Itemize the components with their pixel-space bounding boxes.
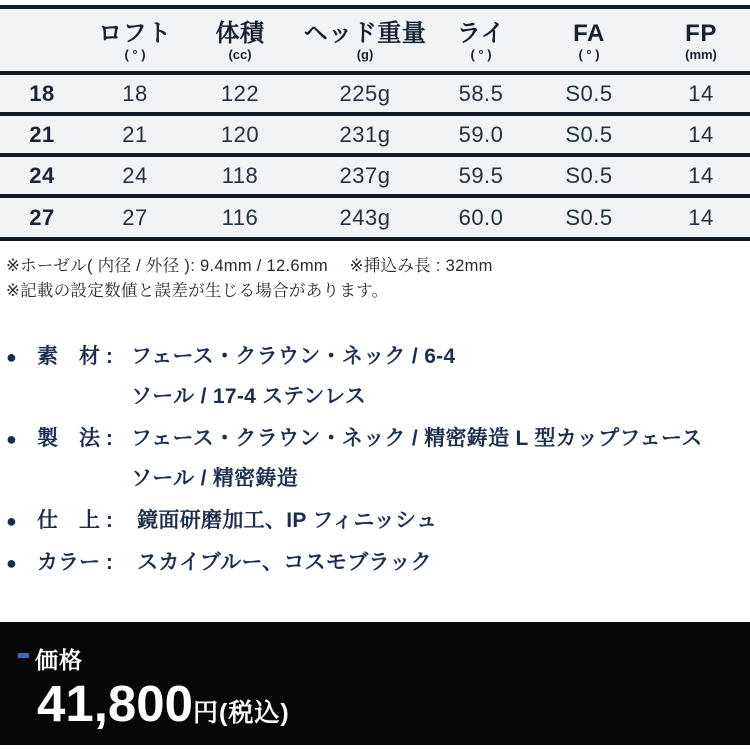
column-unit: ( ° ) xyxy=(124,47,146,63)
spec-label: 製 法 : xyxy=(37,427,113,450)
table-header-cell-loft xyxy=(84,9,186,73)
spec-item-finish xyxy=(6,501,750,541)
table-cell: 27 xyxy=(84,196,186,237)
table-row xyxy=(0,196,750,237)
table-row xyxy=(0,114,750,155)
table-row xyxy=(0,155,750,196)
table-cell: 120 xyxy=(186,114,294,155)
table-cell: 243g xyxy=(294,196,436,237)
table-header-cell-head-weight xyxy=(294,9,436,73)
bullet-icon: ● xyxy=(6,553,17,573)
table-cell: 21 xyxy=(0,114,84,155)
spec-value-line: 鏡面研磨加工、IP フィニッシュ xyxy=(131,509,438,532)
column-label: ライ xyxy=(456,20,506,48)
column-unit: ( ° ) xyxy=(470,47,492,63)
spec-table xyxy=(0,9,750,237)
table-cell: S0.5 xyxy=(526,196,652,237)
column-unit: (cc) xyxy=(228,47,252,63)
table-cell: 231g xyxy=(294,114,436,155)
table-cell: S0.5 xyxy=(526,155,652,196)
spec-item-material xyxy=(6,337,750,417)
note-hosel: ※ホーゼル( 内径 / 外径 ): 9.4mm / 12.6mm ※挿込み長 : 32mm xyxy=(6,257,493,275)
spec-value-line: ソール / 精密鋳造 xyxy=(131,467,299,490)
table-cell: S0.5 xyxy=(526,114,652,155)
spec-table-block xyxy=(0,5,750,241)
price-unit: 円(税込) xyxy=(193,699,290,727)
table-cell: S0.5 xyxy=(526,73,652,114)
bullet-icon: ● xyxy=(6,347,17,367)
price-panel xyxy=(0,622,750,745)
table-cell: 27 xyxy=(0,196,84,237)
note-disclaimer: ※記載の設定数値と誤差が生じる場合があります。 xyxy=(6,282,389,300)
table-cell: 59.5 xyxy=(436,155,526,196)
price-label: 価格 xyxy=(35,647,83,673)
table-row xyxy=(0,73,750,114)
table-cell: 14 xyxy=(652,73,750,114)
table-header-cell-fa xyxy=(526,9,652,73)
table-cell: 21 xyxy=(84,114,186,155)
bullet-icon: ● xyxy=(6,429,17,449)
spec-list xyxy=(0,337,750,583)
table-cell: 14 xyxy=(652,155,750,196)
table-cell: 118 xyxy=(186,155,294,196)
column-label: 体積 xyxy=(215,20,265,48)
spec-value-line: ソール / 17-4 ステンレス xyxy=(131,385,367,408)
table-cell: 59.0 xyxy=(436,114,526,155)
table-header-row xyxy=(0,9,750,73)
table-cell: 14 xyxy=(652,196,750,237)
table-header-cell-lie xyxy=(436,9,526,73)
table-header-cell-volume xyxy=(186,9,294,73)
column-unit: (g) xyxy=(356,47,374,63)
column-unit: (mm) xyxy=(685,47,717,63)
spec-item-color xyxy=(6,543,750,583)
table-cell: 225g xyxy=(294,73,436,114)
spec-value-line: スカイブルー、コスモブラック xyxy=(131,551,432,574)
column-label: ロフト xyxy=(98,20,172,48)
price-amount-row xyxy=(37,674,290,733)
accent-dash-icon xyxy=(18,653,29,658)
column-label: FP xyxy=(685,20,717,48)
column-label: ヘッド重量 xyxy=(303,20,427,48)
spec-value-line: フェース・クラウン・ネック / 6-4 xyxy=(131,345,456,368)
table-cell: 237g xyxy=(294,155,436,196)
table-cell: 18 xyxy=(84,73,186,114)
spec-label: 素 材 : xyxy=(37,345,113,368)
spec-item-construction xyxy=(6,419,750,499)
price-amount: 41,800 xyxy=(37,675,193,732)
spec-label: カラー : xyxy=(37,551,113,574)
bullet-icon: ● xyxy=(6,511,17,531)
table-cell: 14 xyxy=(652,114,750,155)
table-header-cell-fp xyxy=(652,9,750,73)
table-header-cell-blank xyxy=(0,9,84,73)
column-unit: ( ° ) xyxy=(578,47,600,63)
table-cell: 24 xyxy=(84,155,186,196)
footnotes xyxy=(0,241,750,304)
column-label: FA xyxy=(573,20,605,48)
table-cell: 24 xyxy=(0,155,84,196)
table-cell: 122 xyxy=(186,73,294,114)
table-cell: 18 xyxy=(0,73,84,114)
table-cell: 58.5 xyxy=(436,73,526,114)
table-cell: 60.0 xyxy=(436,196,526,237)
spec-label: 仕 上 : xyxy=(37,509,113,532)
table-cell: 116 xyxy=(186,196,294,237)
spec-value-line: フェース・クラウン・ネック / 精密鋳造 L 型カップフェース xyxy=(131,427,703,450)
